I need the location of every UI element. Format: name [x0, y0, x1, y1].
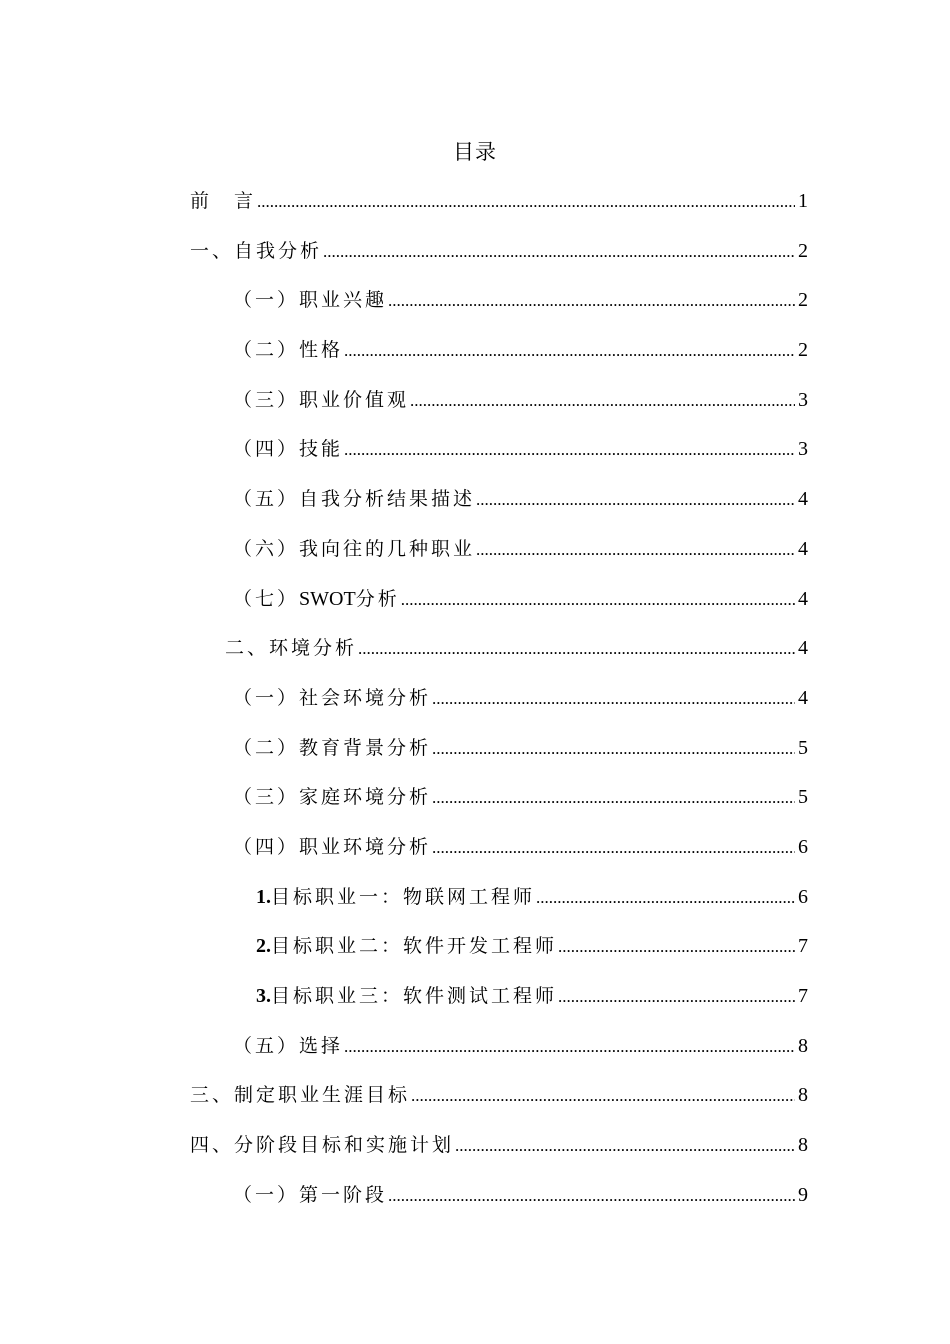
- toc-entry-self-analysis-summary[interactable]: [190, 475, 808, 525]
- toc-page-number: 4: [798, 587, 808, 610]
- toc-entry-label: （二）性格: [233, 339, 344, 362]
- toc-entry-number: 1.: [256, 885, 271, 908]
- toc-entry-number: 2.: [256, 935, 271, 958]
- toc-entry-personality[interactable]: [190, 326, 808, 376]
- toc-leader: [558, 922, 795, 972]
- toc-entry-label-prefix: （七）: [233, 587, 300, 610]
- toc-page-number: 1: [798, 190, 808, 212]
- toc-entry-target-career-2[interactable]: [190, 922, 808, 972]
- toc-page-number: 7: [798, 935, 808, 958]
- toc-leader: [388, 276, 795, 326]
- toc-entry-label: （一）职业兴趣: [233, 289, 388, 312]
- toc-entry-career-interest[interactable]: [190, 276, 808, 326]
- toc-page-number: 4: [798, 637, 808, 660]
- toc-entry-phase-one[interactable]: [190, 1171, 808, 1221]
- toc-page-number: 8: [798, 1034, 808, 1057]
- toc-page-number: 5: [798, 736, 808, 759]
- toc-page-number: 6: [798, 885, 808, 908]
- toc-page-number: 4: [798, 537, 808, 560]
- toc-page-number: 2: [798, 289, 808, 312]
- toc-entry-phased-goals[interactable]: [190, 1121, 808, 1171]
- toc-entry-label: （二）教育背景分析: [233, 736, 432, 759]
- toc-entry-education-background[interactable]: [190, 724, 808, 774]
- toc-leader: [401, 575, 795, 625]
- toc-leader: [455, 1121, 795, 1171]
- toc-entry-preface[interactable]: [190, 177, 808, 227]
- toc-entry-label: （四）职业环境分析: [233, 835, 432, 858]
- toc-entry-label: （三）职业价值观: [233, 388, 410, 411]
- toc-entry-target-career-3[interactable]: [190, 972, 808, 1022]
- toc-page-number: 5: [798, 786, 808, 809]
- toc-entry-label: [233, 575, 400, 625]
- toc-page-number: 9: [798, 1183, 808, 1206]
- toc-entry-family-environment[interactable]: [190, 773, 808, 823]
- toc-entry-social-environment[interactable]: [190, 674, 808, 724]
- toc-leader: [344, 326, 795, 376]
- toc-entry-self-analysis[interactable]: [190, 227, 808, 277]
- toc-entry-label-text: 目标职业三：软件测试工程师: [271, 985, 558, 1007]
- toc-leader: [344, 425, 795, 475]
- toc-page-number: 4: [798, 686, 808, 709]
- toc-leader: [388, 1171, 795, 1221]
- toc-entry-label: 四、分阶段目标和实施计划: [190, 1134, 455, 1157]
- toc-page-number: 3: [798, 388, 808, 411]
- toc-entry-number: 3.: [256, 985, 271, 1007]
- toc-page-number: 2: [798, 339, 808, 362]
- toc-page-number: 6: [798, 835, 808, 858]
- toc-entry-label: 二、环境分析: [225, 637, 358, 660]
- toc-leader: [536, 873, 795, 923]
- toc-leader: [476, 475, 795, 525]
- toc-entry-label-suffix: 分析: [355, 587, 400, 610]
- toc-leader: [323, 227, 795, 277]
- toc-entry-career-values[interactable]: [190, 376, 808, 426]
- toc-entry-desired-careers[interactable]: [190, 525, 808, 575]
- toc-entry-label: （五）选择: [233, 1034, 344, 1057]
- toc-page-number: 8: [798, 1134, 808, 1157]
- toc-entry-label: 前 言: [190, 190, 257, 212]
- toc-page-number: 2: [798, 239, 808, 262]
- toc-leader: [411, 1071, 795, 1121]
- toc-leader: [558, 972, 795, 1022]
- toc-leader: [257, 177, 795, 227]
- toc-entry-label: [256, 972, 557, 1022]
- toc-entry-career-environment[interactable]: [190, 823, 808, 873]
- toc-entry-label: 三、制定职业生涯目标: [190, 1084, 411, 1107]
- toc-entry-label-latin: SWOT: [299, 587, 356, 610]
- toc-leader: [358, 624, 795, 674]
- toc-page-number: 4: [798, 488, 808, 511]
- toc-entry-label: （五）自我分析结果描述: [233, 488, 476, 511]
- toc-page-number: 3: [798, 438, 808, 461]
- toc-entry-label: （三）家庭环境分析: [233, 786, 432, 809]
- toc-entry-label: 一、自我分析: [190, 239, 323, 262]
- toc-list: [190, 177, 808, 1220]
- toc-leader: [410, 376, 795, 426]
- toc-leader: [432, 773, 795, 823]
- toc-leader: [476, 525, 795, 575]
- toc-entry-skills[interactable]: [190, 425, 808, 475]
- toc-entry-label: （一）社会环境分析: [233, 686, 432, 709]
- toc-entry-label: （六）我向往的几种职业: [233, 537, 476, 560]
- toc-entry-choice[interactable]: [190, 1022, 808, 1072]
- toc-leader: [344, 1022, 795, 1072]
- toc-leader: [432, 724, 795, 774]
- toc-entry-label: （四）技能: [233, 438, 344, 461]
- toc-title: 目录: [453, 140, 497, 164]
- toc-entry-label: [256, 922, 557, 972]
- toc-entry-label-text: 目标职业二：软件开发工程师: [271, 935, 558, 958]
- toc-page-number: 8: [798, 1084, 808, 1107]
- toc-leader: [432, 674, 795, 724]
- toc-leader: [432, 823, 795, 873]
- toc-entry-swot[interactable]: [190, 575, 808, 625]
- toc-entry-target-career-1[interactable]: [190, 873, 808, 923]
- toc-page-number: 7: [798, 985, 808, 1007]
- toc-entry-label: [256, 873, 535, 923]
- toc-entry-environment-analysis[interactable]: [190, 624, 808, 674]
- toc-entry-label-text: 目标职业一：物联网工程师: [271, 885, 536, 908]
- toc-entry-career-goals[interactable]: [190, 1071, 808, 1121]
- toc-entry-label: （一）第一阶段: [233, 1183, 388, 1206]
